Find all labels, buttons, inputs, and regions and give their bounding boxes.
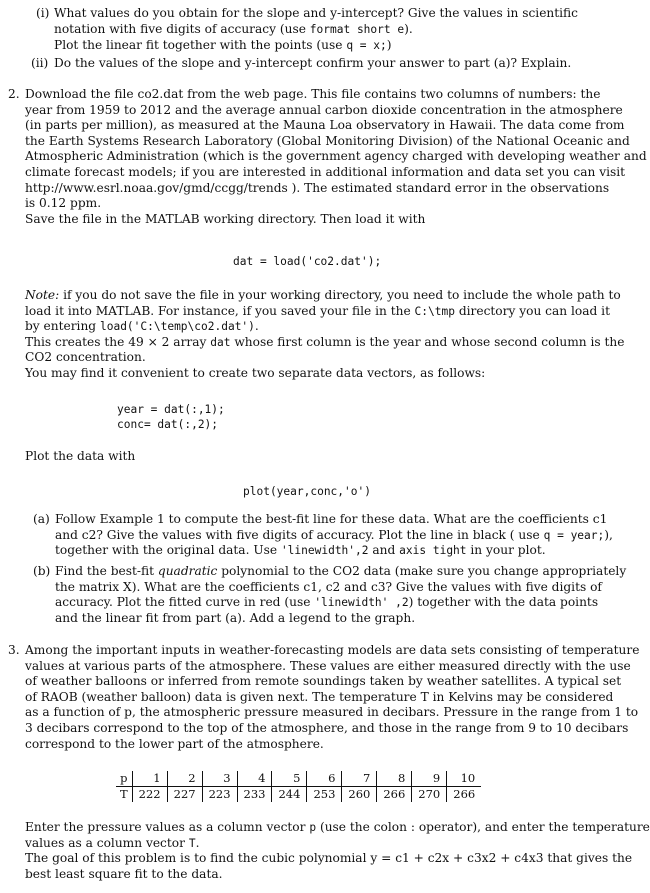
problem-3-number: 3. [8,643,20,657]
plot-code: plot(year,conc,'o') [243,485,371,498]
convenient-line: You may find it convenient to create two separate data vectors, as follows: [25,365,486,380]
p-cell: 1 [132,771,167,787]
creates-line-2: CO2 concentration. [25,350,146,365]
item-b-text [55,564,627,626]
p2-line-4: the Earth Systems Research Laboratory (Global Monitoring Division) of the National Oceanic and [25,133,630,148]
enter-line-1: Enter the pressure values as a column vector p (use the colon : operator), and enter the temperature [25,820,650,834]
p3-line-6: 3 decibars correspond to the top of the atmosphere, and those in the range from 9 to 10 decibars [25,720,629,735]
item-ii-line1: Do the values of the slope and y-intercept confirm your answer to part (a)? Explain. [54,56,572,70]
p-cell: 9 [412,771,447,787]
note-line-1: Note: if you do not save the file in your working directory, you need to include the whole path to [25,288,621,302]
p-header: p [116,771,132,787]
problem-3-closing [25,820,650,882]
t-cell: 233 [237,787,272,803]
item-a-text [55,512,613,559]
plot-line: Plot the data with [25,449,136,463]
t-cell: 266 [377,787,412,803]
t-header: T [116,787,132,803]
p2-save-line: Save the file in the MATLAB working directory. Then load it with [25,211,426,226]
code-year: year = dat(:,1); [117,403,225,416]
p-cell: 10 [447,771,481,787]
p-cell: 4 [237,771,272,787]
p3-line-3: of weather balloons or inferred from remote soundings taken by weather satellites. A typical set [25,674,622,689]
problem-3-paragraph [25,643,640,752]
item-i-line3: Plot the linear fit together with the points (use q = x;) [54,38,392,52]
b-line-1: Find the best-fit quadratic polynomial to the CO2 data (make sure you change appropriately [55,564,627,578]
p3-line-2: values at various parts of the atmosphere. These values are either measured directly with the use [25,658,631,673]
t-cell: 222 [132,787,167,803]
a-line-1: Follow Example 1 to compute the best-fit line for these data. What are the coefficients c1 [55,512,608,526]
note-line-2: load it into MATLAB. For instance, if you saved your file in the C:\tmp directory you can load it [25,303,610,318]
p-cell: 3 [202,771,237,787]
t-cell: 270 [412,787,447,803]
item-i-line2: notation with five digits of accuracy (use format short e). [54,22,413,36]
t-cell: 227 [167,787,202,803]
p2-line-8: is 0.12 ppm. [25,196,102,211]
b-line-2: the matrix X). What are the coefficients c1, c2 and c3? Give the values with five digits of [55,579,602,594]
p3-line-4: of RAOB (weather balloon) data is given next. The temperature T in Kelvins may be considered [25,689,614,704]
t-cell: 244 [272,787,307,803]
p2-line-2: year from 1959 to 2012 and the average annual carbon dioxide concentration in the atmosphere [25,102,623,117]
t-cell: 223 [202,787,237,803]
goal-line-2: best least square fit to the data. [25,866,223,881]
p3-line-1: Among the important inputs in weather-forecasting models are data sets consisting of temperature [25,643,640,657]
table-row-temperature [116,787,481,803]
note-paragraph [25,288,625,382]
t-cell: 266 [453,787,476,801]
item-a-label: (a) [33,512,50,526]
p3-line-5: as a function of p, the atmospheric pressure measured in decibars. Pressure in the range from 1 to [25,705,639,720]
p2-line-7: http://www.esrl.noaa.gov/gmd/ccgg/trends ). The estimated standard error in the observations [25,180,610,195]
p2-line-5: Atmospheric Administration (which is the government agency charged with developing weather and [25,149,647,164]
p-cell: 7 [342,771,377,787]
creates-line-1: This creates the 49 × 2 array dat whose first column is the year and whose second column is the [25,334,625,349]
item-b-label: (b) [33,564,51,578]
b-line-3: accuracy. Plot the fitted curve in red (use 'linewidth' ,2) together with the data points [55,595,599,610]
item-i-line1: What values do you obtain for the slope and y-intercept? Give the values in scientific [54,6,579,20]
b-line-4: and the linear fit from part (a). Add a legend to the graph. [55,610,416,625]
a-line-2: and c2? Give the values with five digits of accuracy. Plot the line in black ( use q = year;), [55,527,613,542]
enter-line-2: values as a column vector T. [25,835,200,850]
a-line-3: together with the original data. Use 'linewidth',2 and axis tight in your plot. [55,543,546,558]
p-cell: 5 [272,771,307,787]
goal-line-1: The goal of this problem is to find the cubic polynomial y = c1 + c2x + c3x2 + c4x3 that gives the [25,851,633,866]
table-row-pressure [116,771,481,787]
p-cell: 6 [307,771,342,787]
p-cell: 2 [167,771,202,787]
t-cell: 260 [342,787,377,803]
raob-table [116,771,481,802]
p-cell: 8 [377,771,412,787]
p3-line-7: correspond to the lower part of the atmosphere. [25,736,324,751]
code-conc: conc= dat(:,2); [117,418,219,431]
p2-line-1: Download the file co2.dat from the web page. This file contains two columns of numbers: the [25,87,601,101]
p2-line-6: climate forecast models; if you are interested in additional information and data set you can visit [25,164,626,179]
t-cell: 253 [307,787,342,803]
load-code: dat = load('co2.dat'); [233,255,382,268]
problem-2-paragraph [25,87,647,227]
problem-2-number: 2. [8,87,20,101]
item-ii-label: (ii) [31,56,49,70]
note-line-3: by entering load('C:\temp\co2.dat'). [25,319,259,334]
item-i-label: (i) [36,6,50,20]
p2-line-3: (in parts per million), as measured at the Mauna Loa observatory in Hawaii. The data come from [25,118,625,133]
